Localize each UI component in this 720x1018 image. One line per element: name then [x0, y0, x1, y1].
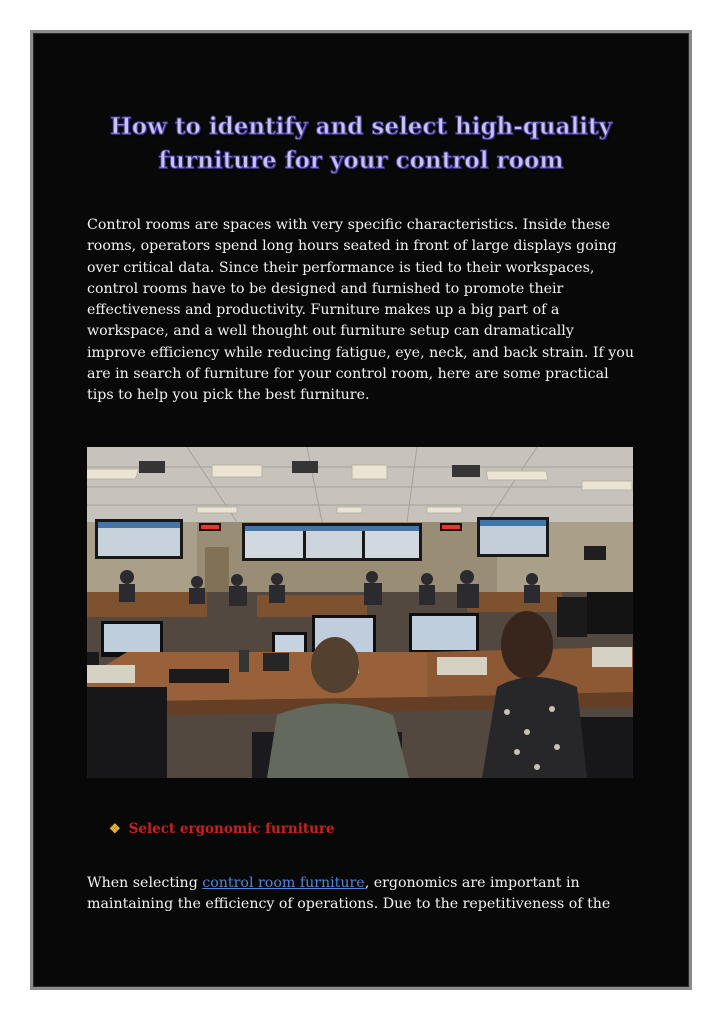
- paragraph-text-after-link: , ergonomics are important in maintaining the efficiency of operations. Due to the repetitiveness of the: [87, 875, 611, 913]
- title-line-2: furniture for your control room: [158, 147, 564, 175]
- paragraph-text-before-link: When selecting: [87, 875, 203, 891]
- section-heading: [109, 821, 335, 837]
- body-paragraph: [87, 873, 635, 916]
- title-line-1: How to identify and select high-quality: [110, 113, 612, 141]
- section-heading-text: Select ergonomic furniture: [128, 821, 335, 837]
- control-room-furniture-link[interactable]: control room furniture: [202, 875, 365, 891]
- control-room-photo: [87, 447, 633, 778]
- intro-paragraph: Control rooms are spaces with very specific characteristics. Inside these rooms, operators spend long hours seated in front of large displays going over critical data. Since their performance is tied to their workspaces, control rooms have to be designed and furnished to promote their effectiveness and productivity. Furniture makes up a big part of a workspace, and a well thought out furniture setup can dramatically improve efficiency while reducing fatigue, eye, neck, and back strain. If you are in search of furniture for your control room, here are some practical tips to help you pick the best furniture.: [87, 217, 634, 404]
- diamond-bullet-icon: ❖: [109, 822, 121, 837]
- page-title: [33, 110, 689, 178]
- document-page: [30, 30, 692, 990]
